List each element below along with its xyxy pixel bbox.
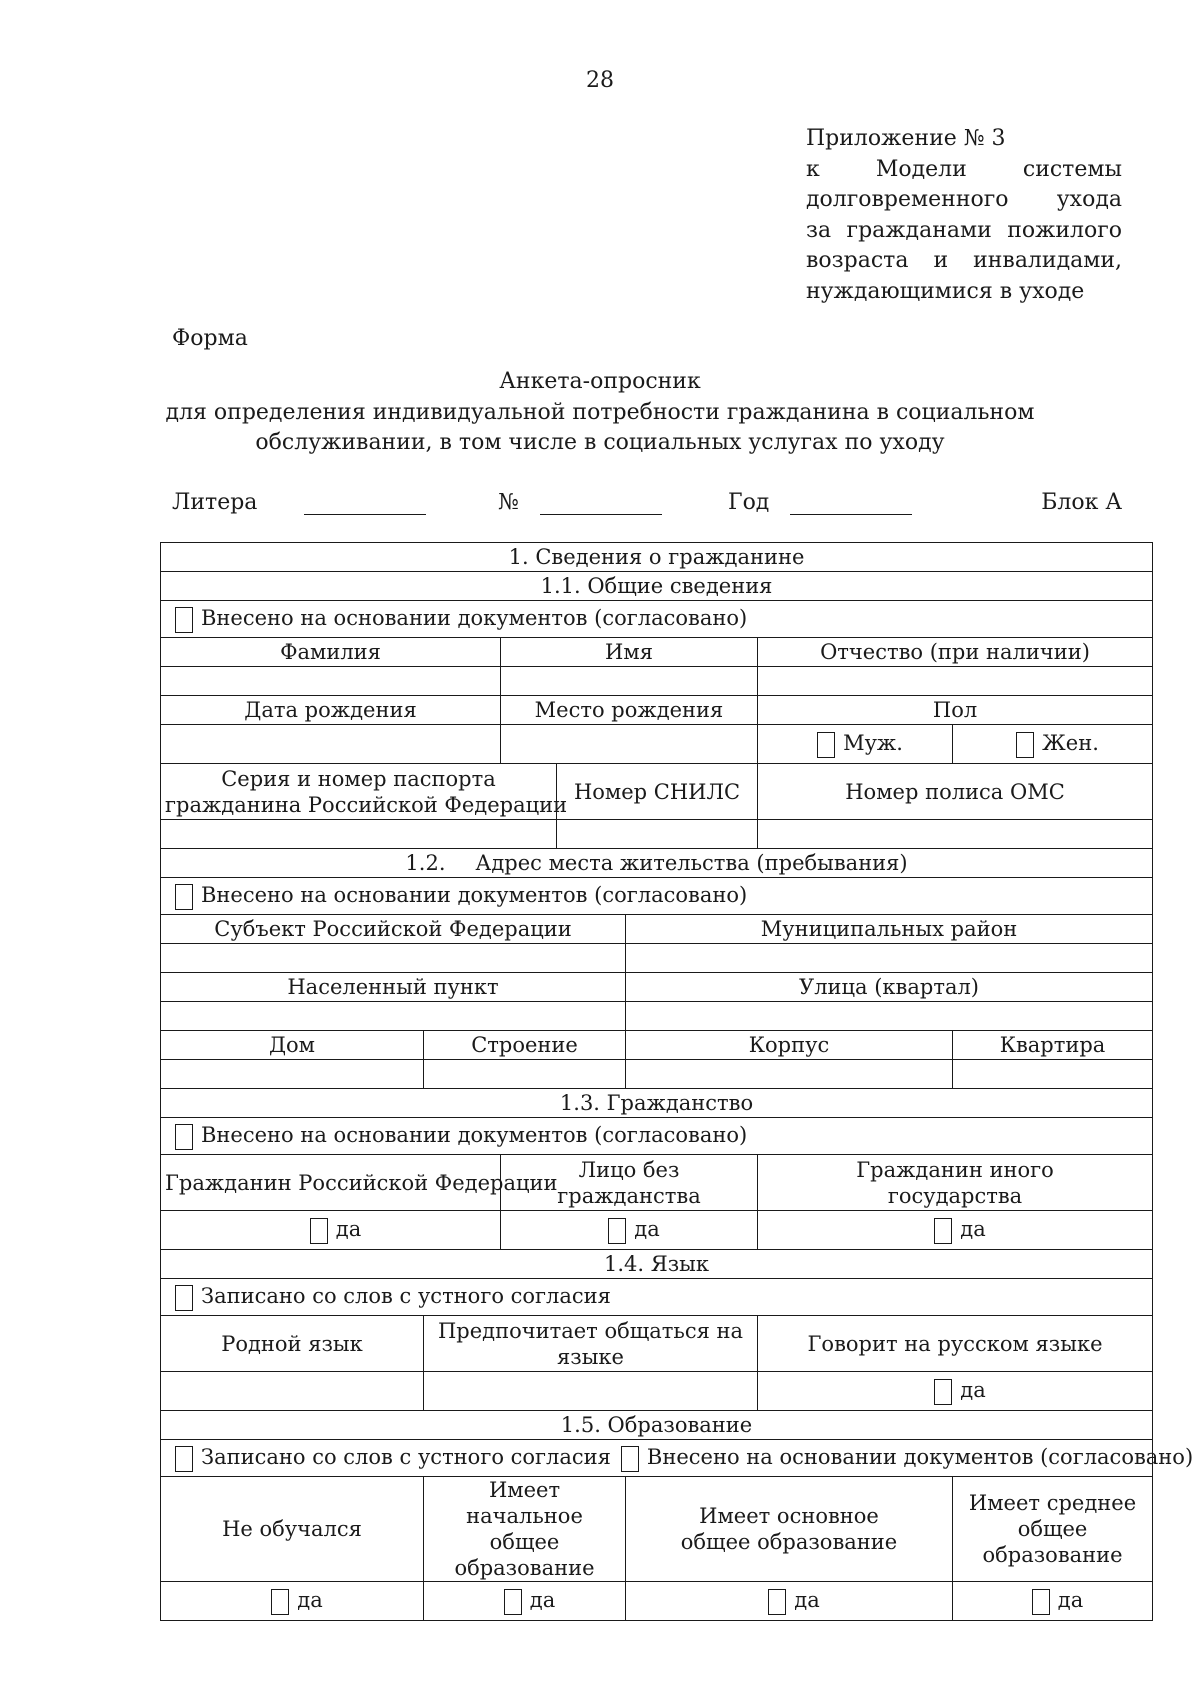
preferred-language-line: Предпочитает общаться на xyxy=(437,1318,744,1343)
russian-speaker-checkbox[interactable] xyxy=(934,1379,952,1405)
yes-label: да xyxy=(1057,1588,1084,1613)
name-label: Имя xyxy=(501,638,758,667)
primary-education-option xyxy=(424,1582,626,1621)
basic-education-checkbox[interactable] xyxy=(768,1589,786,1615)
s1-1-docs-checkbox[interactable] xyxy=(175,607,193,633)
questionnaire-table xyxy=(160,542,1194,1621)
street-input[interactable] xyxy=(626,1002,1153,1031)
street-label: Улица (квартал) xyxy=(626,973,1153,1002)
oms-input[interactable] xyxy=(758,820,1153,849)
litera-field xyxy=(172,490,426,515)
not-studied-option xyxy=(161,1582,424,1621)
s1-5-docs-label: Внесено на основании документов (согласовано) xyxy=(646,1445,1194,1470)
foreign-citizen-line: Гражданин иного xyxy=(856,1157,1054,1182)
female-option xyxy=(953,725,1153,764)
passport-input[interactable] xyxy=(161,820,557,849)
rf-citizen-checkbox[interactable] xyxy=(310,1218,328,1244)
primary-education-label xyxy=(424,1477,626,1582)
name-input[interactable] xyxy=(501,667,758,696)
settlement-input[interactable] xyxy=(161,1002,626,1031)
s1-4-oral-label: Записано со слов с устного согласия xyxy=(201,1284,611,1309)
section-1-title: 1. Сведения о гражданине xyxy=(161,543,1153,572)
appendix-note xyxy=(806,124,1122,307)
surname-input[interactable] xyxy=(161,667,501,696)
male-checkbox[interactable] xyxy=(817,732,835,758)
year-field xyxy=(728,490,912,515)
number-field xyxy=(498,490,662,515)
s1-4-oral-row xyxy=(161,1279,1153,1316)
appendix-line: Приложение № 3 xyxy=(806,126,1006,151)
settlement-label: Населенный пункт xyxy=(161,973,626,1002)
foreign-citizen-line: государства xyxy=(887,1183,1023,1208)
stateless-option xyxy=(501,1211,758,1250)
title-line: Анкета-опросник xyxy=(499,369,701,394)
secondary-education-checkbox[interactable] xyxy=(1032,1589,1050,1615)
title-line: обслуживании, в том числе в социальных услугах по уходу xyxy=(255,430,945,455)
yes-label: да xyxy=(335,1217,362,1242)
litera-input-line[interactable] xyxy=(304,490,426,515)
section-1-3-title: 1.3. Гражданство xyxy=(161,1089,1153,1118)
male-label: Муж. xyxy=(843,731,903,756)
page-number: 28 xyxy=(586,68,614,93)
passport-label-line: гражданина Российской Федерации xyxy=(165,792,568,817)
subject-label: Субъект Российской Федерации xyxy=(161,915,626,944)
section-1-2-title xyxy=(161,849,1153,878)
number-input-line[interactable] xyxy=(540,490,662,515)
secondary-education-label xyxy=(953,1477,1153,1582)
russian-speaker-label: Говорит на русском языке xyxy=(758,1316,1153,1372)
patronymic-input[interactable] xyxy=(758,667,1153,696)
not-studied-label: Не обучался xyxy=(161,1477,424,1582)
section-1-5-title: 1.5. Образование xyxy=(161,1411,1153,1440)
section-1-2-label: Адрес места жительства (пребывания) xyxy=(475,851,908,875)
birth-date-input[interactable] xyxy=(161,725,501,764)
birth-date-label: Дата рождения xyxy=(161,696,501,725)
year-input-line[interactable] xyxy=(790,490,912,515)
s1-1-docs-row xyxy=(161,601,1153,638)
section-1-2-number: 1.2. xyxy=(405,851,446,875)
s1-4-oral-checkbox[interactable] xyxy=(175,1285,193,1311)
snils-input[interactable] xyxy=(557,820,758,849)
preferred-language-line: языке xyxy=(557,1344,624,1369)
foreign-citizen-checkbox[interactable] xyxy=(934,1218,952,1244)
primary-education-line: Имеет начальное xyxy=(466,1478,583,1528)
korpus-label: Корпус xyxy=(626,1031,953,1060)
s1-2-docs-checkbox[interactable] xyxy=(175,884,193,910)
district-label: Муниципальных район xyxy=(626,915,1153,944)
section-1-1-title: 1.1. Общие сведения xyxy=(161,572,1153,601)
yes-label: да xyxy=(960,1217,986,1242)
building-input[interactable] xyxy=(424,1060,626,1089)
native-language-input[interactable] xyxy=(161,1372,424,1411)
s1-5-oral-label: Записано со слов с устного согласия xyxy=(201,1445,611,1470)
snils-label: Номер СНИЛС xyxy=(557,764,758,820)
basic-education-line: Имеет основное xyxy=(699,1504,879,1528)
female-label: Жен. xyxy=(1042,731,1099,756)
patronymic-label: Отчество (при наличии) xyxy=(758,638,1153,667)
secondary-education-option xyxy=(953,1582,1153,1621)
litera-label: Литера xyxy=(172,490,258,515)
house-label: Дом xyxy=(161,1031,424,1060)
yes-label: да xyxy=(960,1378,986,1403)
s1-2-docs-label: Внесено на основании документов (согласовано) xyxy=(201,883,748,908)
yes-label: да xyxy=(634,1217,660,1242)
basic-education-line: общее образование xyxy=(680,1530,898,1554)
number-label: № xyxy=(498,490,519,515)
header-row xyxy=(172,490,1122,520)
house-input[interactable] xyxy=(161,1060,424,1089)
s1-1-docs-label: Внесено на основании документов (согласовано) xyxy=(201,606,748,631)
yes-label: да xyxy=(529,1588,556,1613)
basic-education-option xyxy=(626,1582,953,1621)
rf-citizen-label: Гражданин Российской Федерации xyxy=(161,1155,501,1211)
preferred-language-label xyxy=(424,1316,758,1372)
appendix-line: за гражданами пожилого xyxy=(806,217,1122,243)
primary-education-checkbox[interactable] xyxy=(504,1589,522,1615)
russian-speaker-option xyxy=(758,1372,1153,1411)
section-1-4-title: 1.4. Язык xyxy=(161,1250,1153,1279)
passport-label xyxy=(161,764,568,820)
female-checkbox[interactable] xyxy=(1016,732,1034,758)
s1-5-oral-checkbox[interactable] xyxy=(175,1446,193,1472)
district-input[interactable] xyxy=(626,944,1153,973)
year-label: Год xyxy=(728,490,770,515)
birth-place-input[interactable] xyxy=(501,725,758,764)
title-line: для определения индивидуальной потребности гражданина в социальном xyxy=(165,399,1035,425)
s1-3-docs-row xyxy=(161,1118,1153,1155)
secondary-education-line: Имеет среднее xyxy=(968,1491,1137,1515)
preferred-language-input[interactable] xyxy=(424,1372,758,1411)
male-option xyxy=(758,725,953,764)
yes-label: да xyxy=(297,1588,323,1613)
appendix-line: нуждающимися в уходе xyxy=(806,278,1085,304)
passport-label-line: Серия и номер паспорта xyxy=(221,766,496,791)
appendix-line: возраста и инвалидами, xyxy=(806,248,1122,273)
block-label: Блок А xyxy=(1041,490,1122,515)
building-label: Строение xyxy=(424,1031,626,1060)
appendix-line: долговременного ухода xyxy=(806,187,1122,212)
secondary-education-line: общее образование xyxy=(982,1517,1123,1567)
surname-label: Фамилия xyxy=(161,638,501,667)
form-label: Форма xyxy=(172,326,248,351)
subject-input[interactable] xyxy=(161,944,626,973)
apartment-label: Квартира xyxy=(953,1031,1153,1060)
stateless-label: Лицо без гражданства xyxy=(501,1155,758,1211)
s1-5-docs-checkbox[interactable] xyxy=(621,1446,639,1472)
yes-label: да xyxy=(794,1588,820,1613)
appendix-line: к Модели системы xyxy=(806,156,1122,182)
not-studied-checkbox[interactable] xyxy=(271,1589,289,1615)
s1-3-docs-checkbox[interactable] xyxy=(175,1124,193,1150)
s1-5-source-row xyxy=(161,1440,1194,1477)
birth-place-label: Место рождения xyxy=(501,696,758,725)
basic-education-label xyxy=(626,1477,953,1582)
stateless-checkbox[interactable] xyxy=(608,1218,626,1244)
foreign-citizen-option xyxy=(758,1211,1153,1250)
foreign-citizen-label xyxy=(758,1155,1153,1211)
form-title xyxy=(0,367,1200,459)
korpus-input[interactable] xyxy=(626,1060,953,1089)
s1-3-docs-label: Внесено на основании документов (согласовано) xyxy=(201,1123,748,1148)
native-language-label: Родной язык xyxy=(161,1316,424,1372)
oms-label: Номер полиса ОМС xyxy=(758,764,1153,820)
apartment-input[interactable] xyxy=(953,1060,1153,1089)
s1-2-docs-row xyxy=(161,878,1153,915)
primary-education-line: общее образование xyxy=(454,1530,595,1580)
gender-label: Пол xyxy=(758,696,1153,725)
rf-citizen-option xyxy=(161,1211,501,1250)
